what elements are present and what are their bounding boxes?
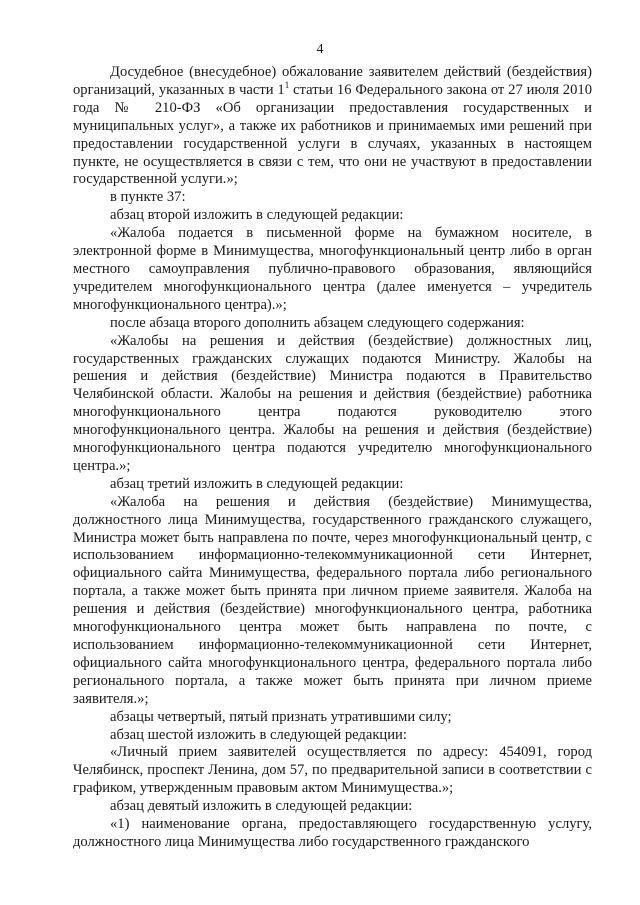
paragraph-item-1: «1) наименование органа, предоставляющего государственную услугу, должностного лица Минимущества либо государственного гражданского [73,816,592,850]
paragraph-add-abzac-instruction: после абзаца второго дополнить абзацем следующего содержания: [110,314,525,331]
paragraph-item-37: в пункте 37: [110,189,186,206]
superscript: 1 [284,80,290,91]
paragraph-personal-reception: «Личный прием заявителей осуществляется по адресу: 454091, город Челябинск, проспект Ленина, дом 57, по предварительной записи в соответствии с графиком, утвержденным правовым актом Минимущества.»; [73,744,592,797]
paragraph-repealed-abzacs: абзацы четвертый, пятый признать утратившими силу; [110,708,452,725]
paragraph-complaints-addressees: «Жалобы на решения и действия (бездействие) должностных лиц, государственных гражданских служащих подаются Министру. Жалобы на решения и действия (бездействие) Министра подаются в Правительство Челябинской области. Жалобы на решения и действия (бездействие) работника многофункционального центра подаются руководителю этого многофункционального центра. Жалобы на решения и действия (бездействие) многофункционального центра подаются учредителю многофункционального центра.»; [73,332,592,474]
paragraph-pretrial-appeal [73,64,592,189]
page-number: 4 [316,42,324,57]
paragraph-third-abzac-instruction: абзац третий изложить в следующей редакции: [110,475,404,492]
paragraph-second-abzac-instruction: абзац второй изложить в следующей редакции: [110,207,404,224]
paragraph-ninth-abzac-instruction: абзац девятый изложить в следующей редакции: [110,798,413,815]
paragraph-sixth-abzac-instruction: абзац шестой изложить в следующей редакции: [110,726,407,743]
paragraph-complaint-channels: «Жалоба на решения и действия (бездействие) Минимущества, должностного лица Минимущества, государственного гражданского служащего, Министра может быть направлена по почте, через многофункциональный центр, с использованием информационно-телекоммуникационной сети Интернет, официального сайта Минимущества, федерального портала либо регионального портала, а также может быть принята при личном приеме заявителя. Жалоба на решения и действия (бездействие) многофункционального центра, работника многофункционального центра может быть направлена по почте, с использованием информационно-телекоммуникационной сети Интернет, официального сайта многофункционального центра, федерального портала либо регионального портала, а также может быть принята при личном приеме заявителя.»; [73,493,592,707]
paragraph-complaint-form: «Жалоба подается в письменной форме на бумажном носителе, в электронной форме в Минимущества, многофункциональный центр либо в орган местного самоуправления публично-правового образования, являющийся учредителем многофункционального центра (далее именуется – учредитель многофункционального центра).»; [73,225,592,313]
document-body [73,64,592,852]
paragraph-text: статьи 16 Федерального закона от 27 июля 2010 года № 210-ФЗ «Об организации предоставления государственных и муниципальных услуг», а также их работников и принимаемых ими решений при предоставлении государственной услуги в случаях, указанных в настоящем пункте, не осуществляется в связи с тем, что они не участвуют в предоставлении государственной услуги.»; [73,81,592,188]
paragraph-text: Досудебное (внесудебное) обжалование заявителем действий (бездействия) организаций, указанных в части 1 [73,64,592,98]
